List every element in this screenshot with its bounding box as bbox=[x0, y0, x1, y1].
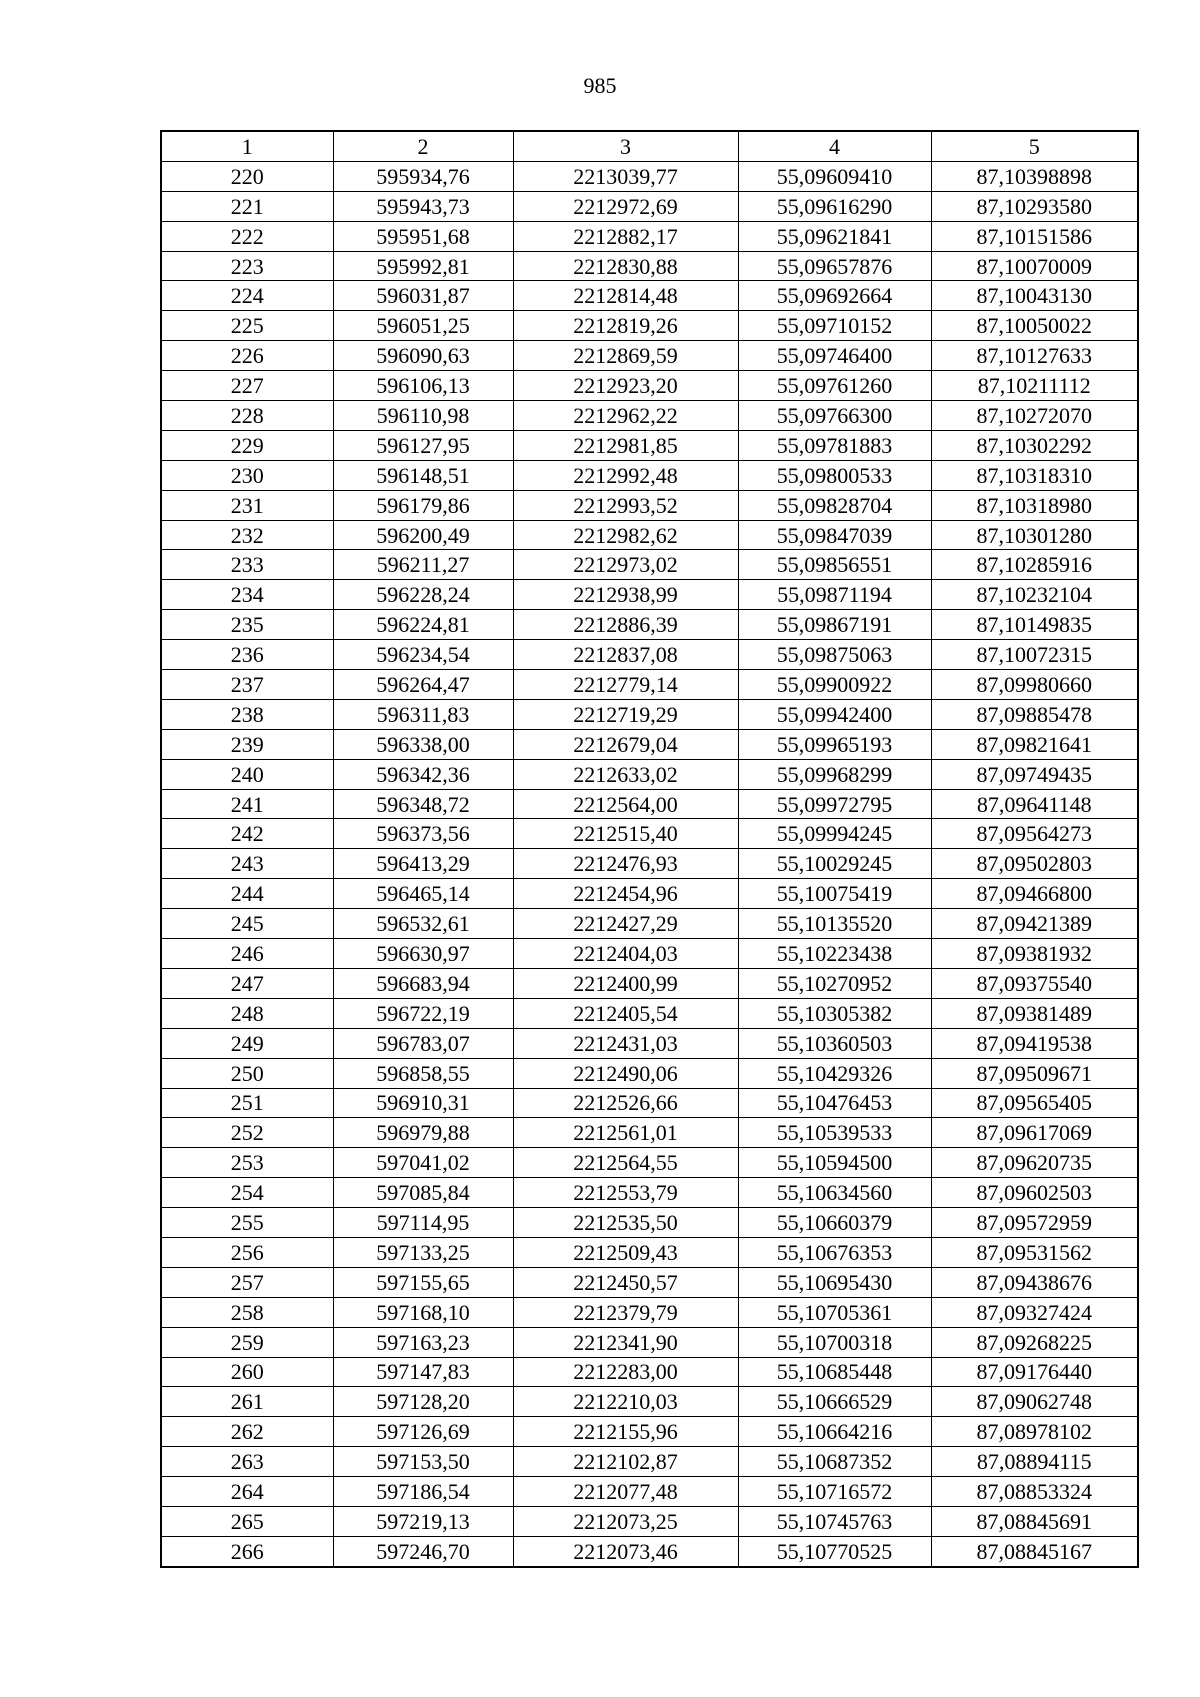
point-number-cell: 266 bbox=[161, 1536, 333, 1566]
y-coordinate-cell: 2213039,77 bbox=[513, 161, 738, 191]
x-coordinate-cell: 596858,55 bbox=[333, 1058, 513, 1088]
y-coordinate-cell: 2212886,39 bbox=[513, 610, 738, 640]
y-coordinate-cell: 2212992,48 bbox=[513, 460, 738, 490]
y-coordinate-cell: 2212633,02 bbox=[513, 759, 738, 789]
latitude-cell: 55,09692664 bbox=[738, 281, 931, 311]
table-row bbox=[161, 550, 1138, 580]
x-coordinate-cell: 597126,69 bbox=[333, 1417, 513, 1447]
longitude-cell: 87,08853324 bbox=[931, 1477, 1138, 1507]
y-coordinate-cell: 2212981,85 bbox=[513, 430, 738, 460]
table-body bbox=[161, 161, 1138, 1566]
latitude-cell: 55,09616290 bbox=[738, 191, 931, 221]
y-coordinate-cell: 2212490,06 bbox=[513, 1058, 738, 1088]
table-row bbox=[161, 251, 1138, 281]
x-coordinate-cell: 596532,61 bbox=[333, 909, 513, 939]
table-row bbox=[161, 610, 1138, 640]
longitude-cell: 87,10272070 bbox=[931, 401, 1138, 431]
point-number-cell: 234 bbox=[161, 580, 333, 610]
table-row bbox=[161, 1208, 1138, 1238]
x-coordinate-cell: 596683,94 bbox=[333, 968, 513, 998]
table-row bbox=[161, 759, 1138, 789]
table-row bbox=[161, 1506, 1138, 1536]
longitude-cell: 87,10050022 bbox=[931, 311, 1138, 341]
table-row bbox=[161, 371, 1138, 401]
column-header-1: 1 bbox=[161, 131, 333, 161]
latitude-cell: 55,10676353 bbox=[738, 1237, 931, 1267]
table-row bbox=[161, 1118, 1138, 1148]
y-coordinate-cell: 2212561,01 bbox=[513, 1118, 738, 1148]
table-row bbox=[161, 401, 1138, 431]
y-coordinate-cell: 2212509,43 bbox=[513, 1237, 738, 1267]
point-number-cell: 251 bbox=[161, 1088, 333, 1118]
table-row bbox=[161, 939, 1138, 969]
point-number-cell: 242 bbox=[161, 819, 333, 849]
x-coordinate-cell: 596342,36 bbox=[333, 759, 513, 789]
latitude-cell: 55,10305382 bbox=[738, 998, 931, 1028]
latitude-cell: 55,10360503 bbox=[738, 1028, 931, 1058]
point-number-cell: 245 bbox=[161, 909, 333, 939]
point-number-cell: 223 bbox=[161, 251, 333, 281]
longitude-cell: 87,09821641 bbox=[931, 729, 1138, 759]
longitude-cell: 87,10398898 bbox=[931, 161, 1138, 191]
x-coordinate-cell: 597147,83 bbox=[333, 1357, 513, 1387]
point-number-cell: 221 bbox=[161, 191, 333, 221]
y-coordinate-cell: 2212679,04 bbox=[513, 729, 738, 759]
longitude-cell: 87,10211112 bbox=[931, 371, 1138, 401]
y-coordinate-cell: 2212431,03 bbox=[513, 1028, 738, 1058]
y-coordinate-cell: 2212553,79 bbox=[513, 1178, 738, 1208]
x-coordinate-cell: 597246,70 bbox=[333, 1536, 513, 1566]
point-number-cell: 232 bbox=[161, 520, 333, 550]
latitude-cell: 55,09609410 bbox=[738, 161, 931, 191]
latitude-cell: 55,09761260 bbox=[738, 371, 931, 401]
table-row bbox=[161, 1237, 1138, 1267]
x-coordinate-cell: 596051,25 bbox=[333, 311, 513, 341]
x-coordinate-cell: 595934,76 bbox=[333, 161, 513, 191]
point-number-cell: 252 bbox=[161, 1118, 333, 1148]
column-header-4: 4 bbox=[738, 131, 931, 161]
longitude-cell: 87,08845691 bbox=[931, 1506, 1138, 1536]
longitude-cell: 87,09421389 bbox=[931, 909, 1138, 939]
latitude-cell: 55,10695430 bbox=[738, 1267, 931, 1297]
longitude-cell: 87,09620735 bbox=[931, 1148, 1138, 1178]
latitude-cell: 55,10539533 bbox=[738, 1118, 931, 1148]
y-coordinate-cell: 2212923,20 bbox=[513, 371, 738, 401]
table-row bbox=[161, 430, 1138, 460]
x-coordinate-cell: 596211,27 bbox=[333, 550, 513, 580]
point-number-cell: 233 bbox=[161, 550, 333, 580]
point-number-cell: 258 bbox=[161, 1297, 333, 1327]
longitude-cell: 87,09572959 bbox=[931, 1208, 1138, 1238]
table-row bbox=[161, 1058, 1138, 1088]
x-coordinate-cell: 597153,50 bbox=[333, 1447, 513, 1477]
y-coordinate-cell: 2212962,22 bbox=[513, 401, 738, 431]
latitude-cell: 55,09828704 bbox=[738, 490, 931, 520]
x-coordinate-cell: 596148,51 bbox=[333, 460, 513, 490]
point-number-cell: 253 bbox=[161, 1148, 333, 1178]
y-coordinate-cell: 2212515,40 bbox=[513, 819, 738, 849]
longitude-cell: 87,10232104 bbox=[931, 580, 1138, 610]
longitude-cell: 87,10293580 bbox=[931, 191, 1138, 221]
column-header-5: 5 bbox=[931, 131, 1138, 161]
latitude-cell: 55,09965193 bbox=[738, 729, 931, 759]
longitude-cell: 87,09885478 bbox=[931, 699, 1138, 729]
latitude-cell: 55,10716572 bbox=[738, 1477, 931, 1507]
table-row bbox=[161, 281, 1138, 311]
latitude-cell: 55,10685448 bbox=[738, 1357, 931, 1387]
latitude-cell: 55,09875063 bbox=[738, 640, 931, 670]
longitude-cell: 87,09617069 bbox=[931, 1118, 1138, 1148]
point-number-cell: 249 bbox=[161, 1028, 333, 1058]
x-coordinate-cell: 597168,10 bbox=[333, 1297, 513, 1327]
table-row bbox=[161, 789, 1138, 819]
x-coordinate-cell: 597133,25 bbox=[333, 1237, 513, 1267]
x-coordinate-cell: 597155,65 bbox=[333, 1267, 513, 1297]
latitude-cell: 55,10029245 bbox=[738, 849, 931, 879]
table-row bbox=[161, 968, 1138, 998]
latitude-cell: 55,09800533 bbox=[738, 460, 931, 490]
longitude-cell: 87,08845167 bbox=[931, 1536, 1138, 1566]
table-row bbox=[161, 221, 1138, 251]
table-row bbox=[161, 311, 1138, 341]
longitude-cell: 87,08978102 bbox=[931, 1417, 1138, 1447]
y-coordinate-cell: 2212405,54 bbox=[513, 998, 738, 1028]
y-coordinate-cell: 2212938,99 bbox=[513, 580, 738, 610]
point-number-cell: 225 bbox=[161, 311, 333, 341]
x-coordinate-cell: 596179,86 bbox=[333, 490, 513, 520]
latitude-cell: 55,09942400 bbox=[738, 699, 931, 729]
y-coordinate-cell: 2212819,26 bbox=[513, 311, 738, 341]
y-coordinate-cell: 2212526,66 bbox=[513, 1088, 738, 1118]
point-number-cell: 220 bbox=[161, 161, 333, 191]
column-header-3: 3 bbox=[513, 131, 738, 161]
point-number-cell: 231 bbox=[161, 490, 333, 520]
table-row bbox=[161, 670, 1138, 700]
latitude-cell: 55,09871194 bbox=[738, 580, 931, 610]
table-row bbox=[161, 879, 1138, 909]
latitude-cell: 55,09972795 bbox=[738, 789, 931, 819]
point-number-cell: 250 bbox=[161, 1058, 333, 1088]
table-row bbox=[161, 1267, 1138, 1297]
table-row bbox=[161, 819, 1138, 849]
y-coordinate-cell: 2212404,03 bbox=[513, 939, 738, 969]
y-coordinate-cell: 2212427,29 bbox=[513, 909, 738, 939]
table-row bbox=[161, 1028, 1138, 1058]
x-coordinate-cell: 596127,95 bbox=[333, 430, 513, 460]
longitude-cell: 87,09565405 bbox=[931, 1088, 1138, 1118]
latitude-cell: 55,09746400 bbox=[738, 341, 931, 371]
latitude-cell: 55,09994245 bbox=[738, 819, 931, 849]
x-coordinate-cell: 596106,13 bbox=[333, 371, 513, 401]
table-row bbox=[161, 849, 1138, 879]
point-number-cell: 259 bbox=[161, 1327, 333, 1357]
y-coordinate-cell: 2212535,50 bbox=[513, 1208, 738, 1238]
point-number-cell: 246 bbox=[161, 939, 333, 969]
latitude-cell: 55,10666529 bbox=[738, 1387, 931, 1417]
y-coordinate-cell: 2212379,79 bbox=[513, 1297, 738, 1327]
point-number-cell: 239 bbox=[161, 729, 333, 759]
latitude-cell: 55,09657876 bbox=[738, 251, 931, 281]
table-row bbox=[161, 1536, 1138, 1566]
longitude-cell: 87,09641148 bbox=[931, 789, 1138, 819]
longitude-cell: 87,10318980 bbox=[931, 490, 1138, 520]
x-coordinate-cell: 597186,54 bbox=[333, 1477, 513, 1507]
x-coordinate-cell: 596465,14 bbox=[333, 879, 513, 909]
table-row bbox=[161, 191, 1138, 221]
latitude-cell: 55,09766300 bbox=[738, 401, 931, 431]
y-coordinate-cell: 2212073,25 bbox=[513, 1506, 738, 1536]
point-number-cell: 263 bbox=[161, 1447, 333, 1477]
x-coordinate-cell: 596264,47 bbox=[333, 670, 513, 700]
x-coordinate-cell: 596783,07 bbox=[333, 1028, 513, 1058]
longitude-cell: 87,10070009 bbox=[931, 251, 1138, 281]
x-coordinate-cell: 596234,54 bbox=[333, 640, 513, 670]
latitude-cell: 55,10705361 bbox=[738, 1297, 931, 1327]
table-row bbox=[161, 1417, 1138, 1447]
table-row bbox=[161, 1387, 1138, 1417]
table-row bbox=[161, 341, 1138, 371]
latitude-cell: 55,10664216 bbox=[738, 1417, 931, 1447]
latitude-cell: 55,10770525 bbox=[738, 1536, 931, 1566]
y-coordinate-cell: 2212210,03 bbox=[513, 1387, 738, 1417]
y-coordinate-cell: 2212400,99 bbox=[513, 968, 738, 998]
point-number-cell: 240 bbox=[161, 759, 333, 789]
x-coordinate-cell: 596311,83 bbox=[333, 699, 513, 729]
x-coordinate-cell: 597219,13 bbox=[333, 1506, 513, 1536]
longitude-cell: 87,10072315 bbox=[931, 640, 1138, 670]
table-row bbox=[161, 1088, 1138, 1118]
y-coordinate-cell: 2212719,29 bbox=[513, 699, 738, 729]
point-number-cell: 262 bbox=[161, 1417, 333, 1447]
latitude-cell: 55,10270952 bbox=[738, 968, 931, 998]
y-coordinate-cell: 2212972,69 bbox=[513, 191, 738, 221]
point-number-cell: 256 bbox=[161, 1237, 333, 1267]
table-row bbox=[161, 998, 1138, 1028]
point-number-cell: 247 bbox=[161, 968, 333, 998]
y-coordinate-cell: 2212073,46 bbox=[513, 1536, 738, 1566]
table-row bbox=[161, 1447, 1138, 1477]
point-number-cell: 254 bbox=[161, 1178, 333, 1208]
latitude-cell: 55,09867191 bbox=[738, 610, 931, 640]
x-coordinate-cell: 597163,23 bbox=[333, 1327, 513, 1357]
latitude-cell: 55,10687352 bbox=[738, 1447, 931, 1477]
longitude-cell: 87,09564273 bbox=[931, 819, 1138, 849]
longitude-cell: 87,09980660 bbox=[931, 670, 1138, 700]
column-header-2: 2 bbox=[333, 131, 513, 161]
x-coordinate-cell: 595951,68 bbox=[333, 221, 513, 251]
longitude-cell: 87,10301280 bbox=[931, 520, 1138, 550]
y-coordinate-cell: 2212564,55 bbox=[513, 1148, 738, 1178]
longitude-cell: 87,09062748 bbox=[931, 1387, 1138, 1417]
y-coordinate-cell: 2212779,14 bbox=[513, 670, 738, 700]
table-row bbox=[161, 1178, 1138, 1208]
x-coordinate-cell: 596348,72 bbox=[333, 789, 513, 819]
longitude-cell: 87,09509671 bbox=[931, 1058, 1138, 1088]
longitude-cell: 87,09438676 bbox=[931, 1267, 1138, 1297]
latitude-cell: 55,10594500 bbox=[738, 1148, 931, 1178]
latitude-cell: 55,10135520 bbox=[738, 909, 931, 939]
x-coordinate-cell: 596979,88 bbox=[333, 1118, 513, 1148]
latitude-cell: 55,09900922 bbox=[738, 670, 931, 700]
latitude-cell: 55,10075419 bbox=[738, 879, 931, 909]
point-number-cell: 257 bbox=[161, 1267, 333, 1297]
y-coordinate-cell: 2212476,93 bbox=[513, 849, 738, 879]
longitude-cell: 87,09381489 bbox=[931, 998, 1138, 1028]
point-number-cell: 236 bbox=[161, 640, 333, 670]
point-number-cell: 261 bbox=[161, 1387, 333, 1417]
longitude-cell: 87,09381932 bbox=[931, 939, 1138, 969]
latitude-cell: 55,09968299 bbox=[738, 759, 931, 789]
point-number-cell: 228 bbox=[161, 401, 333, 431]
point-number-cell: 229 bbox=[161, 430, 333, 460]
point-number-cell: 238 bbox=[161, 699, 333, 729]
x-coordinate-cell: 595943,73 bbox=[333, 191, 513, 221]
y-coordinate-cell: 2212341,90 bbox=[513, 1327, 738, 1357]
point-number-cell: 227 bbox=[161, 371, 333, 401]
point-number-cell: 264 bbox=[161, 1477, 333, 1507]
latitude-cell: 55,10745763 bbox=[738, 1506, 931, 1536]
point-number-cell: 230 bbox=[161, 460, 333, 490]
y-coordinate-cell: 2212155,96 bbox=[513, 1417, 738, 1447]
x-coordinate-cell: 596090,63 bbox=[333, 341, 513, 371]
point-number-cell: 244 bbox=[161, 879, 333, 909]
longitude-cell: 87,09419538 bbox=[931, 1028, 1138, 1058]
point-number-cell: 235 bbox=[161, 610, 333, 640]
latitude-cell: 55,10476453 bbox=[738, 1088, 931, 1118]
longitude-cell: 87,10302292 bbox=[931, 430, 1138, 460]
latitude-cell: 55,10634560 bbox=[738, 1178, 931, 1208]
point-number-cell: 255 bbox=[161, 1208, 333, 1238]
latitude-cell: 55,09856551 bbox=[738, 550, 931, 580]
longitude-cell: 87,10127633 bbox=[931, 341, 1138, 371]
longitude-cell: 87,09327424 bbox=[931, 1297, 1138, 1327]
point-number-cell: 224 bbox=[161, 281, 333, 311]
longitude-cell: 87,10149835 bbox=[931, 610, 1138, 640]
y-coordinate-cell: 2212102,87 bbox=[513, 1447, 738, 1477]
latitude-cell: 55,09847039 bbox=[738, 520, 931, 550]
y-coordinate-cell: 2212283,00 bbox=[513, 1357, 738, 1387]
y-coordinate-cell: 2212814,48 bbox=[513, 281, 738, 311]
x-coordinate-cell: 596110,98 bbox=[333, 401, 513, 431]
y-coordinate-cell: 2212454,96 bbox=[513, 879, 738, 909]
longitude-cell: 87,10285916 bbox=[931, 550, 1138, 580]
table-row bbox=[161, 1148, 1138, 1178]
point-number-cell: 237 bbox=[161, 670, 333, 700]
y-coordinate-cell: 2212993,52 bbox=[513, 490, 738, 520]
y-coordinate-cell: 2212973,02 bbox=[513, 550, 738, 580]
table-row bbox=[161, 729, 1138, 759]
y-coordinate-cell: 2212982,62 bbox=[513, 520, 738, 550]
table-row bbox=[161, 640, 1138, 670]
table-row bbox=[161, 580, 1138, 610]
latitude-cell: 55,09710152 bbox=[738, 311, 931, 341]
y-coordinate-cell: 2212830,88 bbox=[513, 251, 738, 281]
longitude-cell: 87,09502803 bbox=[931, 849, 1138, 879]
y-coordinate-cell: 2212882,17 bbox=[513, 221, 738, 251]
x-coordinate-cell: 596200,49 bbox=[333, 520, 513, 550]
point-number-cell: 222 bbox=[161, 221, 333, 251]
longitude-cell: 87,09602503 bbox=[931, 1178, 1138, 1208]
table-row bbox=[161, 909, 1138, 939]
x-coordinate-cell: 597128,20 bbox=[333, 1387, 513, 1417]
x-coordinate-cell: 596722,19 bbox=[333, 998, 513, 1028]
x-coordinate-cell: 596910,31 bbox=[333, 1088, 513, 1118]
point-number-cell: 265 bbox=[161, 1506, 333, 1536]
x-coordinate-cell: 596224,81 bbox=[333, 610, 513, 640]
longitude-cell: 87,09749435 bbox=[931, 759, 1138, 789]
point-number-cell: 260 bbox=[161, 1357, 333, 1387]
table-header-row bbox=[161, 131, 1138, 161]
latitude-cell: 55,09781883 bbox=[738, 430, 931, 460]
table-row bbox=[161, 520, 1138, 550]
y-coordinate-cell: 2212869,59 bbox=[513, 341, 738, 371]
longitude-cell: 87,10151586 bbox=[931, 221, 1138, 251]
x-coordinate-cell: 596228,24 bbox=[333, 580, 513, 610]
latitude-cell: 55,10223438 bbox=[738, 939, 931, 969]
latitude-cell: 55,09621841 bbox=[738, 221, 931, 251]
x-coordinate-cell: 597085,84 bbox=[333, 1178, 513, 1208]
longitude-cell: 87,09268225 bbox=[931, 1327, 1138, 1357]
coordinates-table bbox=[160, 130, 1139, 1568]
longitude-cell: 87,09531562 bbox=[931, 1237, 1138, 1267]
longitude-cell: 87,09466800 bbox=[931, 879, 1138, 909]
table-row bbox=[161, 1357, 1138, 1387]
longitude-cell: 87,10043130 bbox=[931, 281, 1138, 311]
y-coordinate-cell: 2212564,00 bbox=[513, 789, 738, 819]
latitude-cell: 55,10700318 bbox=[738, 1327, 931, 1357]
latitude-cell: 55,10429326 bbox=[738, 1058, 931, 1088]
table-row bbox=[161, 1297, 1138, 1327]
x-coordinate-cell: 596031,87 bbox=[333, 281, 513, 311]
point-number-cell: 226 bbox=[161, 341, 333, 371]
page-number: 985 bbox=[583, 73, 617, 98]
longitude-cell: 87,08894115 bbox=[931, 1447, 1138, 1477]
latitude-cell: 55,10660379 bbox=[738, 1208, 931, 1238]
x-coordinate-cell: 597041,02 bbox=[333, 1148, 513, 1178]
point-number-cell: 248 bbox=[161, 998, 333, 1028]
x-coordinate-cell: 596373,56 bbox=[333, 819, 513, 849]
x-coordinate-cell: 596630,97 bbox=[333, 939, 513, 969]
table-row bbox=[161, 699, 1138, 729]
table-row bbox=[161, 161, 1138, 191]
y-coordinate-cell: 2212077,48 bbox=[513, 1477, 738, 1507]
point-number-cell: 243 bbox=[161, 849, 333, 879]
table-row bbox=[161, 490, 1138, 520]
y-coordinate-cell: 2212837,08 bbox=[513, 640, 738, 670]
longitude-cell: 87,09375540 bbox=[931, 968, 1138, 998]
x-coordinate-cell: 595992,81 bbox=[333, 251, 513, 281]
table-row bbox=[161, 460, 1138, 490]
longitude-cell: 87,10318310 bbox=[931, 460, 1138, 490]
y-coordinate-cell: 2212450,57 bbox=[513, 1267, 738, 1297]
table-row bbox=[161, 1477, 1138, 1507]
x-coordinate-cell: 596338,00 bbox=[333, 729, 513, 759]
longitude-cell: 87,09176440 bbox=[931, 1357, 1138, 1387]
table-row bbox=[161, 1327, 1138, 1357]
x-coordinate-cell: 597114,95 bbox=[333, 1208, 513, 1238]
point-number-cell: 241 bbox=[161, 789, 333, 819]
x-coordinate-cell: 596413,29 bbox=[333, 849, 513, 879]
